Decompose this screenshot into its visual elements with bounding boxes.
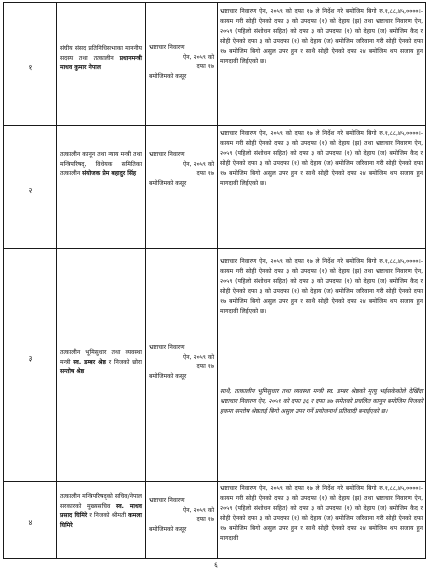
- offense-line: भ्रष्टाचार निवारण: [149, 497, 185, 504]
- offense-line: दफा १७: [196, 170, 214, 178]
- official-description: संघीय संसद प्रतिनिधिसभाका माननीय सदस्य तथा तत्कालीन: [60, 45, 142, 62]
- serial-cell: [4, 126, 57, 248]
- serial-number: ४: [28, 518, 33, 527]
- official-name-2: सन्तोष श्रेष्ठ: [60, 368, 85, 376]
- serial-number: २: [28, 186, 33, 195]
- table-row: [4, 482, 425, 558]
- official-relation: र निजको श्रीमती: [89, 512, 126, 520]
- serial-number: १: [28, 63, 33, 72]
- offense-line: भ्रष्टाचार निवारण: [149, 344, 185, 351]
- offense-cell: [146, 3, 218, 125]
- note-text: साथै, तत्कालीन भूमिसुधार तथा व्यवस्था मन्त्री स्व. डम्बर श्रेष्ठको मृत्यु भईसकेकोले देखिँदा भ्रष्टाचार निवारण ऐन, २०५९ को दफा ३६ र दफा ४७ समेतको प्रचलित कानून बमोजिम निजको हकमा सन्तोष श्रेष्ठताई बिगो असुल उपर गर्ने प्रयोजनार्थ प्रतिवादी बनाईएको छ।: [220, 388, 423, 415]
- offense-line: दफा १७: [196, 63, 214, 71]
- action-text: भ्रष्टाचार निवारण ऐन, २०५९ को दफा १७ ले निर्देश गरे बमोजिम बिगो रु.१,८८,४५,००००।- कायम गरी सोही ऐनको दफा ३ को उपदफा (१) को देहाय (झ) तथा भ्रष्टाचार निवारण ऐन, २०५९ (पहिलो संशोधन सहित) को दफा ३ को उपदफा (१) को देहाय (ज) बमोजिम कैद र सोही ऐनको दफा ३ को उपदफा (१) को देहाय (ज) बमोजिम जरिवाना गरी सोही ऐनको दफा १७ बमोजिम बिगो असुल उपर हुन र साथै सोही ऐनको दफा २४ बमोजिम थप सजाय हुन मागदावी लिईएको छ।: [220, 130, 423, 187]
- offense-line: बमोजिमको कसूर: [149, 180, 187, 188]
- official-name: प्रधानमन्त्री माधव कुमार नेपाल: [60, 54, 142, 72]
- official-name: स्व. डम्बर श्रेष्ठ: [73, 358, 106, 366]
- offense-cell: [146, 126, 218, 248]
- serial-cell: [4, 482, 57, 558]
- offense-cell: [146, 249, 218, 481]
- action-cell: [218, 126, 425, 248]
- offense-line: दफा १७: [196, 516, 214, 524]
- official-cell: [57, 249, 146, 481]
- offense-line: दफा १७: [196, 363, 214, 371]
- offense-line: ऐन, २०५९ को: [182, 160, 214, 168]
- offense-line: बमोजिमको कसूर: [149, 373, 187, 381]
- offense-line: बमोजिमको कसूर: [149, 73, 187, 81]
- action-cell: [218, 249, 425, 481]
- serial-number: ३: [28, 354, 33, 363]
- case-table: [3, 2, 426, 559]
- official-name: स्व. माधव प्रसाद घिमिरे: [60, 502, 142, 520]
- offense-line: भ्रष्टाचार निवारण: [149, 44, 185, 51]
- page-number: ६: [214, 561, 218, 569]
- offense-line: ऐन, २०५९ को: [182, 353, 214, 361]
- serial-cell: [4, 249, 57, 481]
- offense-cell: [146, 482, 218, 558]
- official-description: तत्कालीन मन्त्रिपरिषद्को सचिव/नेपाल सरकारको मुख्यसचिव: [60, 493, 142, 510]
- serial-cell: [4, 3, 57, 125]
- official-cell: [57, 482, 146, 558]
- official-name: संयोजक प्रेम बहादुर सिंह: [82, 170, 137, 178]
- offense-line: ऐन, २०५९ को: [182, 53, 214, 61]
- offense-line: ऐन, २०५९ को: [182, 506, 214, 514]
- table-row: [4, 3, 425, 126]
- action-text: भ्रष्टाचार निवारण ऐन, २०५९ को दफा १७ ले निर्देश गरे बमोजिम बिगो रु.१,८८,४५,००००।- कायम गरी सोही ऐनको दफा ३ को उपदफा (१) को देहाय (झ) तथा भ्रष्टाचार निवारण ऐन, २०५९ (पहिलो संशोधन सहित) को दफा ३ को उपदफा (१) को देहाय (ज) बमोजिम कैद र सोही ऐनको दफा ३ को उपदफा (१) को देहाय (ज) बमोजिम जरिवाना गरी सोही ऐनको दफा १७ बमोजिम बिगो असुल उपर हुन र साथै सोही ऐनको दफा २४ बमोजिम थप सजाय हुन मागदावी: [220, 485, 423, 542]
- action-cell: [218, 3, 425, 125]
- official-cell: [57, 3, 146, 125]
- table-row: [4, 126, 425, 249]
- official-cell: [57, 126, 146, 248]
- offense-line: भ्रष्टाचार निवारण: [149, 151, 185, 158]
- official-relation: र निजको छोरा: [108, 358, 142, 366]
- table-row: [4, 249, 425, 482]
- official-description: तत्कालीन भूमिसुधार तथा व्यवस्था मन्त्री: [60, 349, 142, 366]
- offense-line: बमोजिमको कसूर: [149, 526, 187, 534]
- official-description: तत्कालीन कानून तथा न्याय मन्त्री तथा मन्त्रिपरिषद्, विधेयक समितिका तत्कालीन: [60, 151, 142, 178]
- action-cell: [218, 482, 425, 558]
- action-text: भ्रष्टाचार निवारण ऐन, २०५९ को दफा १७ ले निर्देश गरे बमोजिम बिगो रु.१,८८,४५,००००।- कायम गरी सोही ऐनको दफा ३ को उपदफा (१) को देहाय (झ) तथा भ्रष्टाचार निवारण ऐन, २०५९ (पहिलो संशोधन सहित) को दफा ३ को उपदफा (१) को देहाय (ज) बमोजिम कैद र सोही ऐनको दफा ३ को उपदफा (१) को देहाय (ज) बमोजिम जरिवाना गरी सोही ऐनको दफा १७ बमोजिम बिगो असुल उपर हुन र साथै सोही ऐनको दफा २४ बमोजिम थप सजाय हुन मागदावी लिईएको छ।: [220, 258, 423, 315]
- official-name-2: कमला घिमिरे: [60, 512, 142, 530]
- action-text: भ्रष्टाचार निवारण ऐन, २०५९ को दफा १७ ले निर्देश गरे बमोजिम बिगो रु.१,८८,४५,००००।- कायम गरी सोही ऐनको दफा ३ को उपदफा (१) को देहाय (झ) तथा भ्रष्टाचार निवारण ऐन, २०५९ (पहिलो संशोधन सहित) को दफा ३ को उपदफा (१) को देहाय (ज) बमोजिम कैद र सोही ऐनको दफा ३ को उपदफा (१) को देहाय (ज) बमोजिम जरिवाना गरी सोही ऐनको दफा १७ बमोजिम बिगो असुल उपर हुन र साथै सोही ऐनको दफा २४ बमोजिम थप सजाय हुन मागदावी लिईएको छ।: [220, 8, 423, 65]
